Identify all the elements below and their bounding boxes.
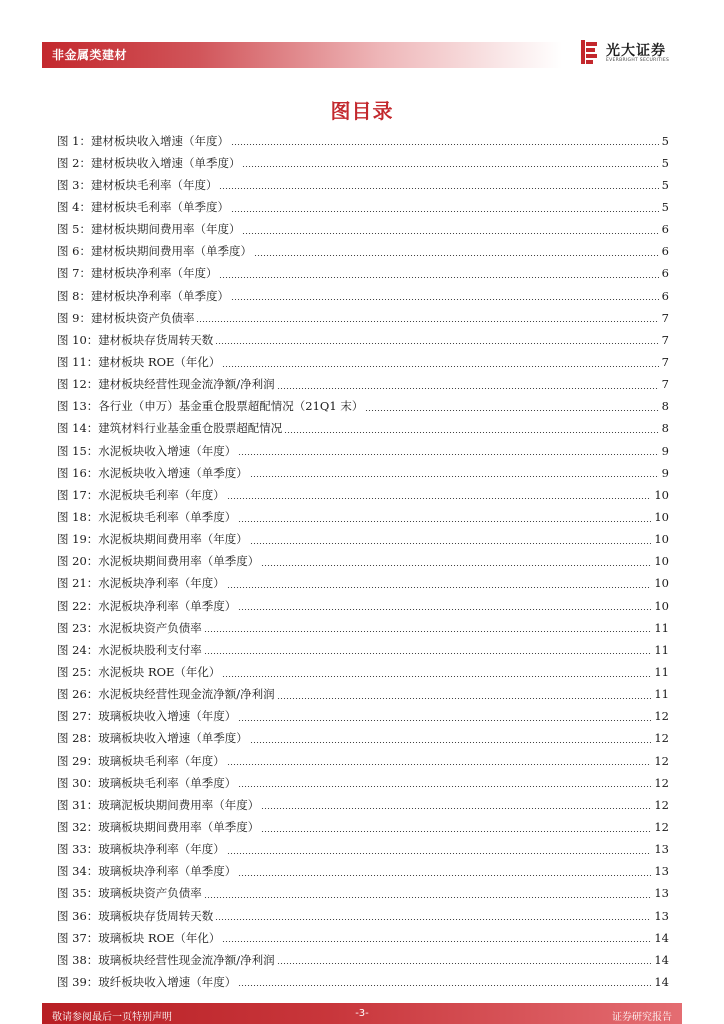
toc-entry-label: 图 3：建材板块毛利率（年度） [57,177,218,192]
toc-entry-page: 12 [654,775,669,790]
toc-entry[interactable] [57,394,669,416]
toc-entry[interactable] [57,837,669,859]
toc-entry[interactable] [57,194,669,216]
toc-entry-label: 图 6：建材板块期间费用率（单季度） [57,244,252,259]
toc-entry-page: 14 [654,930,669,945]
toc-entry-label: 图 25：水泥板块 ROE（年化） [57,665,221,680]
toc-entry-page: 12 [654,731,669,746]
dot-leader [227,853,652,854]
toc-entry-label: 图 16：水泥板块收入增速（单季度） [57,465,248,480]
toc-entry-label: 图 10：建材板块存货周转天数 [57,332,214,347]
toc-entry-page: 6 [661,222,669,237]
dot-leader [238,985,651,986]
toc-entry-page: 7 [661,355,669,370]
toc-entry[interactable] [57,150,669,172]
dot-leader [196,321,658,322]
dot-leader [277,963,652,964]
dot-leader [365,410,658,411]
toc-entry[interactable] [57,881,669,903]
dot-leader [250,476,659,477]
toc-entry-page: 10 [654,487,669,502]
toc-entry-label: 图 22：水泥板块净利率（单季度） [57,598,237,613]
toc-entry-page: 5 [661,177,669,192]
toc-entry[interactable] [57,504,669,526]
toc-entry-label: 图 2：建材板块收入增速（单季度） [57,155,241,170]
toc-entry-label: 图 32：玻璃板块期间费用率（单季度） [57,820,260,834]
toc-entry[interactable] [57,748,669,770]
toc-entry-label: 图 23：水泥板块资产负债率 [57,620,202,635]
dot-leader [219,188,658,189]
toc-entry[interactable] [57,770,669,792]
toc-entry[interactable] [57,925,669,947]
toc-entry[interactable] [57,947,669,969]
dot-leader [227,498,652,499]
toc-entry[interactable] [57,217,669,239]
toc-entry-label: 图 8：建材板块净利率（单季度） [57,288,229,303]
dot-leader [231,299,659,300]
dot-leader [231,144,659,145]
toc-entry[interactable] [57,327,669,349]
toc-entry[interactable] [57,438,669,460]
toc-entry[interactable] [57,482,669,504]
toc-entry-label: 图 30：玻璃板块毛利率（单季度） [57,775,237,790]
page-number: -3- [355,1008,369,1019]
dot-leader [204,631,652,632]
dot-leader [250,742,652,743]
toc-entry-label: 图 31：玻璃泥板块期间费用率（年度） [57,797,260,812]
dot-leader [222,676,651,677]
toc-entry-label: 图 26：水泥板块经营性现金流净额/净利润 [57,687,275,702]
toc-entry-label: 图 21：水泥板块净利率（年度） [57,576,225,591]
toc-entry-page: 5 [661,133,669,148]
toc-entry-page: 12 [654,820,669,834]
toc-entry-label: 图 11：建材板块 ROE（年化） [57,355,221,370]
dot-leader [231,211,659,212]
brand-name: 光大证券 [606,43,666,59]
toc-entry[interactable] [57,792,669,814]
toc-entry-label: 图 33：玻璃板块净利率（年度） [57,842,225,857]
toc-entry-page: 7 [661,332,669,347]
toc-entry-page: 10 [654,510,669,525]
toc-entry[interactable] [57,659,669,681]
toc-entry-page: 10 [654,598,669,613]
toc-entry[interactable] [57,261,669,283]
toc-entry[interactable] [57,305,669,327]
dot-leader [215,919,651,920]
toc-entry-page: 11 [654,665,669,680]
toc-entry-page: 11 [654,642,669,657]
dot-leader [204,897,652,898]
toc-entry-label: 图 20：水泥板块期间费用率（单季度） [57,554,260,569]
report-type: 证券研究报告 [612,1012,672,1023]
dot-leader [215,343,658,344]
toc-entry-page: 11 [654,620,669,635]
toc-entry-page: 6 [661,266,669,281]
toc-entry-label: 图 29：玻璃板块毛利率（年度） [57,753,225,768]
toc-entry-label: 图 18：水泥板块毛利率（单季度） [57,510,237,525]
toc-entry[interactable] [57,726,669,748]
dot-leader [238,720,651,721]
toc-entry-label: 图 5：建材板块期间费用率（年度） [57,222,241,237]
toc-entry-page: 13 [654,886,669,901]
toc-entry-page: 13 [654,842,669,857]
toc-entry[interactable] [57,903,669,925]
toc-entry-label: 图 13：各行业（申万）基金重仓股票超配情况（21Q1 末） [57,399,364,414]
toc-entry-label: 图 24：水泥板块股利支付率 [57,642,202,657]
toc-entry[interactable] [57,527,669,549]
toc-entry[interactable] [57,637,669,659]
toc-entry-page: 14 [654,974,669,989]
brand-name-en: EVERBRIGHT SECURITIES [606,58,670,63]
toc-entry-label: 图 1：建材板块收入增速（年度） [57,133,229,148]
dot-leader [250,543,652,544]
dot-leader [284,432,658,433]
dot-leader [219,277,658,278]
toc-entry-label: 图 38：玻璃板块经营性现金流净额/净利润 [57,952,275,967]
toc-entry[interactable] [57,372,669,394]
toc-entry-label: 图 12：建材板块经营性现金流净额/净利润 [57,377,275,392]
toc-entry-page: 10 [654,576,669,591]
brand-logo [578,38,678,68]
footer-disclaimer: 敬请参阅最后一页特别声明 [52,1012,172,1023]
toc-entry-page: 7 [661,310,669,325]
toc-entry[interactable] [57,128,669,150]
toc-entry-label: 图 37：玻璃板块 ROE（年化） [57,930,221,945]
toc-entry-label: 图 36：玻璃板块存货周转天数 [57,908,214,923]
toc-entry-page: 12 [654,753,669,768]
toc-entry-page: 12 [654,709,669,724]
toc-entry-page: 5 [661,200,669,215]
toc-entry[interactable] [57,682,669,704]
dot-leader [238,454,658,455]
toc-entry-label: 图 34：玻璃板块净利率（单季度） [57,864,237,879]
toc-entry-page: 10 [654,532,669,547]
toc-entry-page: 9 [661,465,669,480]
toc-entry[interactable] [57,349,669,371]
toc-entry-page: 13 [654,864,669,879]
toc-entry-page: 12 [654,797,669,812]
dot-leader [254,255,659,256]
toc-entry-label: 图 27：玻璃板块收入增速（年度） [57,709,237,724]
toc-entry[interactable] [57,416,669,438]
dot-leader [222,941,651,942]
figure-list [57,128,669,991]
dot-leader [227,587,652,588]
toc-entry-page: 11 [654,687,669,702]
toc-entry[interactable] [57,859,669,881]
dot-leader [277,388,659,389]
toc-entry-page: 7 [661,377,669,392]
dot-leader [238,609,651,610]
toc-entry-label: 图 14：建筑材料行业基金重仓股票超配情况 [57,421,283,436]
everbright-logo-icon [578,38,600,66]
toc-entry[interactable] [57,571,669,593]
toc-entry-page: 13 [654,908,669,923]
toc-entry-page: 8 [661,421,669,436]
toc-entry-page: 6 [661,244,669,259]
toc-entry[interactable] [57,615,669,637]
toc-entry-label: 图 7：建材板块净利率（年度） [57,266,218,281]
dot-leader [277,698,652,699]
toc-entry-page: 9 [661,443,669,458]
dot-leader [242,233,658,234]
toc-entry[interactable] [57,283,669,305]
dot-leader [261,565,651,566]
toc-entry[interactable] [57,704,669,726]
toc-title: 图目录 [330,99,394,123]
toc-entry[interactable] [57,549,669,571]
toc-entry-label: 图 35：玻璃板块资产负债率 [57,886,202,901]
toc-entry-page: 10 [654,554,669,569]
dot-leader [238,875,651,876]
toc-entry-label: 图 9：建材板块资产负债率 [57,310,195,325]
toc-entry-label: 图 28：玻璃板块收入增速（单季度） [57,731,248,746]
toc-entry-page: 8 [661,399,669,414]
toc-entry-label: 图 17：水泥板块毛利率（年度） [57,487,225,502]
toc-entry[interactable] [57,460,669,482]
toc-entry-label: 图 19：水泥板块期间费用率（年度） [57,532,248,547]
toc-entry[interactable] [57,172,669,194]
toc-entry-label: 图 4：建材板块毛利率（单季度） [57,200,229,215]
dot-leader [261,831,651,832]
toc-entry[interactable] [57,239,669,261]
dot-leader [242,166,658,167]
toc-entry[interactable] [57,969,669,991]
toc-entry-page: 6 [661,288,669,303]
dot-leader [238,786,651,787]
toc-entry[interactable] [57,814,669,836]
toc-entry[interactable] [57,593,669,615]
toc-entry-label: 图 39：玻纤板块收入增速（年度） [57,974,237,989]
dot-leader [222,366,658,367]
dot-leader [204,653,652,654]
dot-leader [227,764,652,765]
dot-leader [238,521,651,522]
dot-leader [261,808,651,809]
toc-entry-label: 图 15：水泥板块收入增速（年度） [57,443,237,458]
toc-entry-page: 14 [654,952,669,967]
toc-entry-page: 5 [661,155,669,170]
section-title: 非金属类建材 [52,48,128,62]
